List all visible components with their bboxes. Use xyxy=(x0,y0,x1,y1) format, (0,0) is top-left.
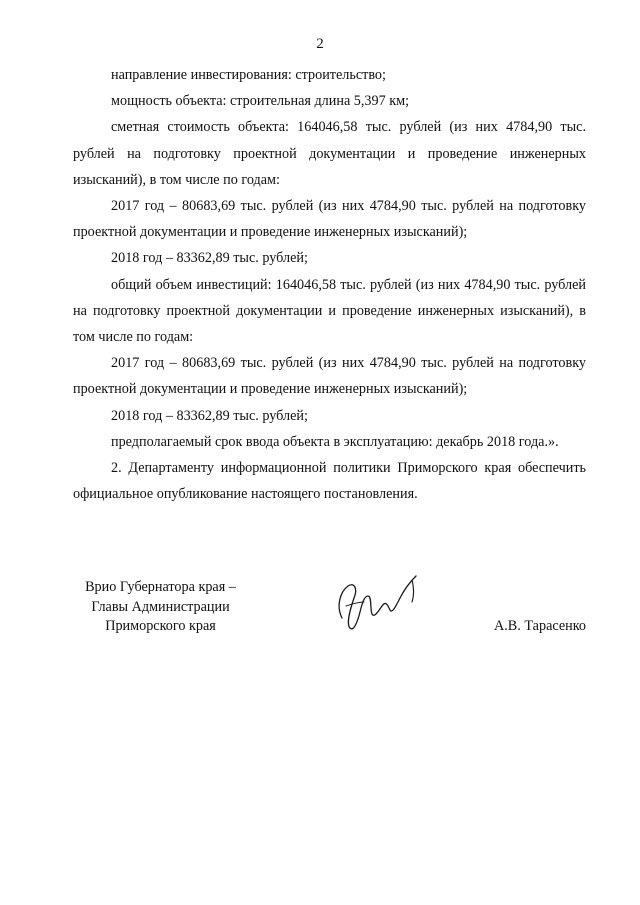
paragraph-object-capacity: мощность объекта: строительная длина 5,397 км; xyxy=(111,93,410,110)
signatory-title-line-3: Приморского края xyxy=(105,618,216,634)
signatory-title-line-2: Главы Администрации xyxy=(91,598,230,615)
signatory-name: А.В. Тарасенко xyxy=(494,618,586,634)
paragraph-cost-2018: 2018 год – 83362,89 тыс. рублей; xyxy=(111,250,308,267)
paragraph-commissioning-date: предполагаемый срок ввода объекта в эксплуатацию: декабрь 2018 года.». xyxy=(111,433,559,450)
handwritten-signature xyxy=(328,566,428,636)
paragraph-cost-2017: 2017 год – 80683,69 тыс. рублей (из них 4784,90 тыс. рублей на подготовку проектной документации и проведение инженерных изысканий); xyxy=(73,198,586,241)
signature-block xyxy=(73,578,586,648)
paragraph-investment-2017: 2017 год – 80683,69 тыс. рублей (из них 4784,90 тыс. рублей на подготовку проектной документации и проведение инженерных изысканий); xyxy=(73,355,586,398)
paragraph-publication-order: 2. Департаменту информационной политики Приморского края обеспечить официальное опубликование настоящего постановления. xyxy=(73,460,586,503)
paragraph-investment-direction: направление инвестирования: строительство; xyxy=(111,67,386,83)
paragraph-estimated-cost: сметная стоимость объекта: 164046,58 тыс. рублей (из них 4784,90 тыс. рублей на подготовку проектной документации и проведение инженерных изысканий), в том числе по годам: xyxy=(73,119,586,188)
paragraph-investment-2018: 2018 год – 83362,89 тыс. рублей; xyxy=(111,407,308,424)
paragraph-total-investment: общий объем инвестиций: 164046,58 тыс. рублей (из них 4784,90 тыс. рублей на подготовку проектной документации и проведение инженерных изысканий), в том числе по годам: xyxy=(73,276,586,346)
document-body xyxy=(73,62,586,507)
page-number: 2 xyxy=(316,36,324,52)
signatory-title-line-1: Врио Губернатора края – xyxy=(85,579,236,595)
signatory-title xyxy=(73,578,248,637)
